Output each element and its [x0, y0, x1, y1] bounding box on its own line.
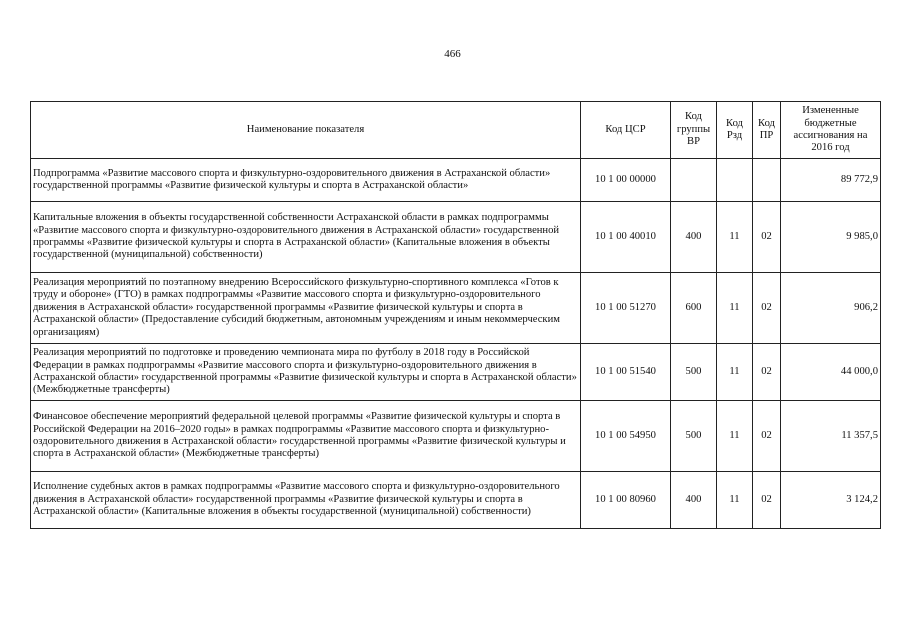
- cell-rzd: 11: [717, 202, 753, 273]
- cell-pr: 02: [753, 273, 781, 344]
- page-number: 466: [444, 48, 461, 60]
- cell-vr: 500: [671, 401, 717, 472]
- cell-name: Реализация мероприятий по подготовке и проведению чемпионата мира по футболу в 2018 году в Российской Федерации в рамках подпрограммы «Развитие массового спорта и физкультурно-оздоровительного движения в Астраханской области» государственной программы «Развитие физической культуры и спорта в Астраханской области» (Межбюджетные трансферты): [31, 344, 581, 401]
- cell-vr: [671, 159, 717, 202]
- cell-rzd: 11: [717, 401, 753, 472]
- header-vr: Код группы ВР: [671, 102, 717, 159]
- cell-pr: 02: [753, 472, 781, 529]
- cell-csr: 10 1 00 00000: [581, 159, 671, 202]
- table-row: [31, 344, 881, 401]
- cell-name: Исполнение судебных актов в рамках подпрограммы «Развитие массового спорта и физкультурно-оздоровительного движения в Астраханской области» государственной программы «Развитие физической культуры и спорта в Астраханской области» (Капитальные вложения в объекты государственной (муниципальной) собственности): [31, 472, 581, 529]
- cell-amount: 11 357,5: [781, 401, 881, 472]
- cell-name: Капитальные вложения в объекты государственной собственности Астраханской области в рамках подпрограммы «Развитие массового спорта и физкультурно-оздоровительного движения в Астраханской области» государственной программы «Развитие физической культуры и спорта в Астраханской области» (Капитальные вложения в объекты государственной (муниципальной) собственности): [31, 202, 581, 273]
- cell-csr: 10 1 00 40010: [581, 202, 671, 273]
- cell-csr: 10 1 00 80960: [581, 472, 671, 529]
- cell-rzd: 11: [717, 273, 753, 344]
- cell-vr: 500: [671, 344, 717, 401]
- header-amount: Измененные бюджетные ассигнования на 2016 год: [781, 102, 881, 159]
- cell-rzd: 11: [717, 472, 753, 529]
- table-header-row: [31, 102, 881, 159]
- cell-vr: 400: [671, 202, 717, 273]
- cell-vr: 600: [671, 273, 717, 344]
- cell-csr: 10 1 00 51540: [581, 344, 671, 401]
- table-row: [31, 273, 881, 344]
- table-row: [31, 202, 881, 273]
- cell-amount: 89 772,9: [781, 159, 881, 202]
- cell-amount: 9 985,0: [781, 202, 881, 273]
- cell-csr: 10 1 00 51270: [581, 273, 671, 344]
- table-row: [31, 159, 881, 202]
- cell-name: Подпрограмма «Развитие массового спорта и физкультурно-оздоровительного движения в Астраханской области» государственной программы «Развитие физической культуры и спорта в Астраханской области»: [31, 159, 581, 202]
- cell-pr: [753, 159, 781, 202]
- cell-pr: 02: [753, 401, 781, 472]
- header-csr: Код ЦСР: [581, 102, 671, 159]
- header-rzd: Код Рзд: [717, 102, 753, 159]
- cell-amount: 906,2: [781, 273, 881, 344]
- cell-vr: 400: [671, 472, 717, 529]
- header-name: Наименование показателя: [31, 102, 581, 159]
- header-pr: Код ПР: [753, 102, 781, 159]
- cell-pr: 02: [753, 202, 781, 273]
- table-row: [31, 401, 881, 472]
- cell-rzd: 11: [717, 344, 753, 401]
- cell-rzd: [717, 159, 753, 202]
- cell-name: Финансовое обеспечение мероприятий федеральной целевой программы «Развитие физической культуры и спорта в Российской Федерации на 2016–2020 годы» в рамках подпрограммы «Развитие массового спорта и физкультурно-оздоровительного движения в Астраханской области» государственной программы «Развитие физической культуры и спорта в Астраханской области» (Межбюджетные трансферты): [31, 401, 581, 472]
- cell-name: Реализация мероприятий по поэтапному внедрению Всероссийского физкультурно-спортивного комплекса «Готов к труду и обороне» (ГТО) в рамках подпрограммы «Развитие массового спорта и физкультурно-оздоровительного движения в Астраханской области» государственной программы «Развитие физической культуры и спорта в Астраханской области» (Предоставление субсидий бюджетным, автономным учреждениям и иным некоммерческим организациям): [31, 273, 581, 344]
- cell-csr: 10 1 00 54950: [581, 401, 671, 472]
- budget-table: [30, 101, 881, 529]
- table-row: [31, 472, 881, 529]
- cell-pr: 02: [753, 344, 781, 401]
- cell-amount: 3 124,2: [781, 472, 881, 529]
- cell-amount: 44 000,0: [781, 344, 881, 401]
